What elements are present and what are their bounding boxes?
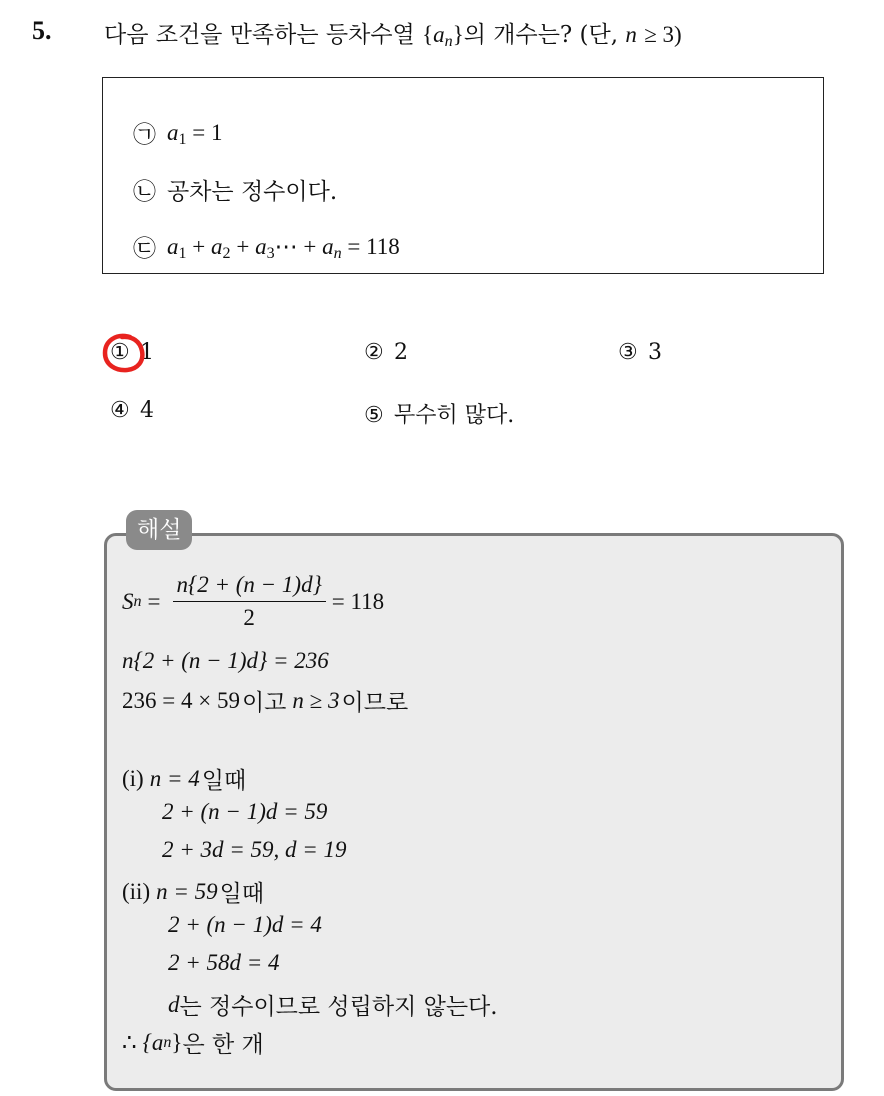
choice-label: 무수히 많다. bbox=[394, 403, 515, 428]
cond3-a2: a bbox=[211, 233, 223, 259]
concl-text: 은 한 개 bbox=[182, 1032, 264, 1058]
cond3-subn: n bbox=[333, 244, 342, 262]
choice-number: ② bbox=[364, 340, 384, 365]
choice-number: ④ bbox=[110, 398, 130, 423]
question-cond-rest: ≥ 3) bbox=[644, 22, 682, 47]
sum-fraction bbox=[173, 572, 326, 631]
seq-close: } bbox=[452, 22, 464, 47]
sum-rhs: = 118 bbox=[331, 588, 385, 614]
case-2-line-3 bbox=[168, 988, 498, 1021]
case-2-line-2: 2 + 58d = 4 bbox=[168, 950, 280, 975]
cond3-sub3: 3 bbox=[266, 244, 275, 262]
case-1-line-1: 2 + (n − 1)d = 59 bbox=[162, 799, 328, 824]
case-1-line-2: 2 + 3d = 59, d = 19 bbox=[162, 837, 347, 862]
choice-3[interactable] bbox=[618, 340, 662, 365]
condition-2 bbox=[133, 173, 337, 206]
fraction-numerator: n{2 + (n − 1)d} bbox=[173, 572, 326, 602]
case-1-heading bbox=[122, 762, 246, 795]
condition-marker: ㉡ bbox=[133, 179, 156, 205]
condition-3 bbox=[133, 230, 400, 263]
sequence-symbol bbox=[422, 22, 464, 51]
cond3-a3: a bbox=[255, 233, 267, 259]
answer-circle-stroke bbox=[105, 336, 142, 370]
choice-number: ⑤ bbox=[364, 403, 384, 428]
cond3-plus2: + bbox=[230, 233, 256, 259]
choice-5[interactable] bbox=[364, 398, 514, 429]
seq-sub: n bbox=[444, 33, 453, 51]
cond3-dots: ⋯ + bbox=[274, 233, 323, 259]
condition-1 bbox=[133, 116, 223, 149]
choice-label: 3 bbox=[648, 340, 662, 365]
cond2-text: 공차는 정수이다. bbox=[167, 179, 338, 205]
cond3-a1: a bbox=[167, 233, 179, 259]
question-text-before: 다음 조건을 만족하는 등차수열 bbox=[104, 22, 415, 48]
case-2-line-1: 2 + (n − 1)d = 4 bbox=[168, 912, 322, 937]
text-imeuro: 이므로 bbox=[341, 690, 409, 716]
solution-line-3 bbox=[122, 684, 408, 717]
case-2-cond: n = 59 bbox=[156, 878, 218, 904]
cond3-sub2: 2 bbox=[222, 244, 231, 262]
cond3-plus1: + bbox=[186, 233, 212, 259]
case-2-when: 일때 bbox=[219, 881, 265, 907]
fraction-denominator: 2 bbox=[243, 605, 255, 630]
question-number: 5. bbox=[32, 16, 52, 45]
d-var: d bbox=[168, 991, 180, 1017]
case-1-cond: n = 4 bbox=[149, 765, 200, 791]
concl-seq-open: {a bbox=[142, 1029, 164, 1055]
case-1-when: 일때 bbox=[201, 768, 247, 794]
cond3-rest: = 118 bbox=[341, 233, 400, 259]
therefore-symbol: ∴ bbox=[122, 1029, 137, 1055]
question-text bbox=[104, 16, 682, 49]
solution-conclusion: ∴ {a n } 은 한 개 bbox=[122, 1026, 264, 1059]
factorization: 236 = 4 × 59 bbox=[122, 687, 240, 713]
cond3-sub1: 1 bbox=[178, 244, 187, 262]
case-2-conclusion: 는 정수이므로 성립하지 않는다. bbox=[179, 994, 498, 1020]
choice-number: ③ bbox=[618, 340, 638, 365]
cond1-rest: = 1 bbox=[186, 119, 223, 145]
case-2-label: (ii) bbox=[122, 878, 151, 904]
n-condition: n ≥ 3 bbox=[292, 687, 340, 713]
case-1-label: (i) bbox=[122, 765, 144, 791]
choice-2[interactable] bbox=[364, 340, 408, 365]
eq-sign: = bbox=[147, 588, 161, 614]
case-2-heading bbox=[122, 875, 264, 908]
answer-circle-mark bbox=[100, 331, 148, 375]
concl-seq-close: } bbox=[171, 1029, 183, 1055]
cond3-an: a bbox=[322, 233, 334, 259]
cond1-sub: 1 bbox=[178, 130, 187, 148]
solution-line-2: n{2 + (n − 1)d} = 236 bbox=[122, 648, 329, 673]
choice-label: 1 bbox=[140, 340, 154, 365]
solution-line-1: S n = $\frac{n\{2 + (n - 1)d\}}{2}$ = 118 bbox=[122, 572, 385, 630]
seq-var: a bbox=[433, 22, 445, 47]
choice-number: ① bbox=[110, 340, 130, 365]
seq-open: { bbox=[422, 22, 434, 47]
choice-label: 2 bbox=[394, 340, 408, 365]
condition-marker: ㉢ bbox=[133, 236, 156, 262]
cond1-var: a bbox=[167, 119, 179, 145]
condition-marker: ㉠ bbox=[133, 122, 156, 148]
choice-label: 4 bbox=[140, 398, 154, 423]
conditions-box bbox=[102, 77, 824, 274]
sum-symbol: S bbox=[122, 588, 134, 614]
question-text-after: 의 개수는? (단, bbox=[463, 22, 619, 48]
question-cond-var: n bbox=[625, 22, 637, 47]
text-igo: 이고 bbox=[241, 690, 287, 716]
solution-tab: 해설 bbox=[126, 510, 192, 550]
choice-4[interactable] bbox=[110, 398, 154, 423]
